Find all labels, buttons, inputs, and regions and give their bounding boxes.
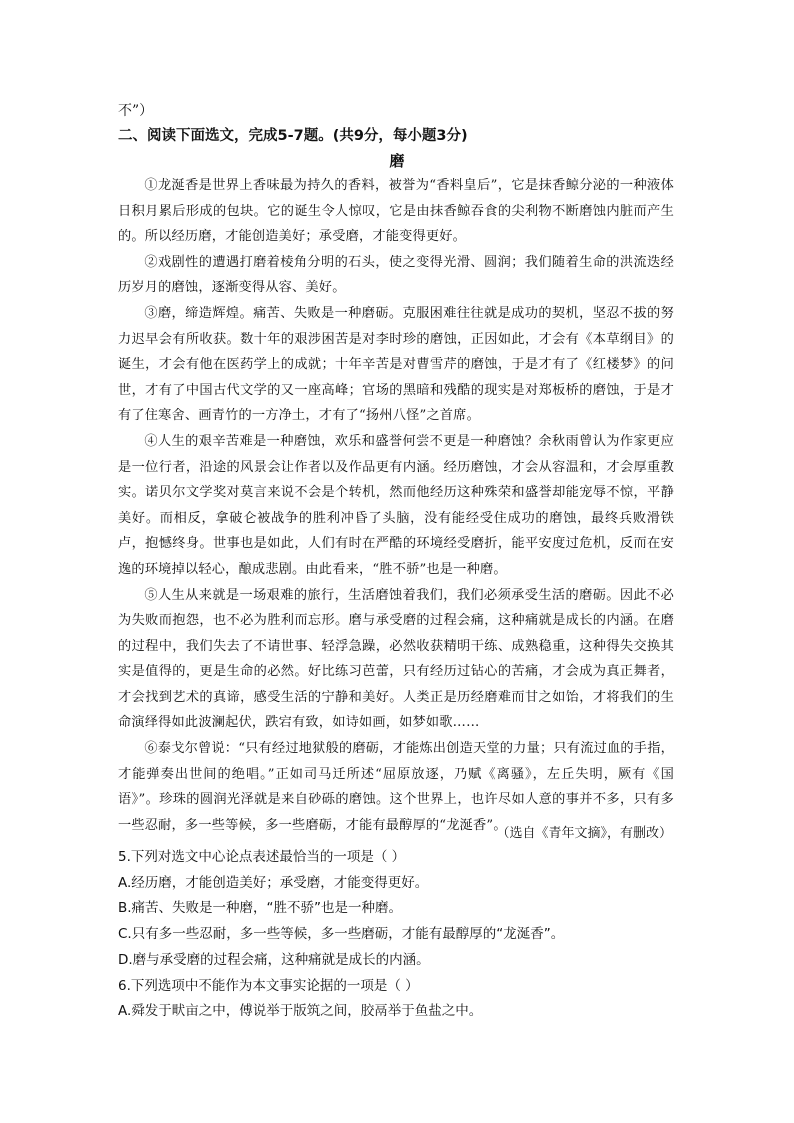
article-paragraph: ④人生的艰辛苦难是一种磨蚀，欢乐和盛誉何尝不更是一种磨蚀？余秋雨曾认为作家更应是一位行者，沿途的风景会让作者以及作品更有内涵。经历磨蚀，才会从容温和，才会厚重教实。诺贝尔文学奖对莫言来说不会是个转机，然而他经历这种殊荣和盛誉却能宠辱不惊，平静美好。而相反，拿破仑被战争的胜利冲昏了头脑，没有能经受住成功的磨蚀，最终兵败滑铁卢，抱憾终身。世事也是如此，人们有时在严酷的环境经受磨折，能平安度过危机，反而在安逸的环境掉以轻心，酿成悲剧。由此看来，“胜不骄”也是一种磨。 — [118, 433, 674, 577]
article-paragraph: ③磨，缔造辉煌。痛苦、失败是一种磨砺。克服困难往往就是成功的契机，坚忍不拔的努力迟早会有所收获。数十年的艰涉困苦是对李时珍的磨蚀，正因如此，才会有《本草纲目》的诞生，才会有他在医药学上的成就；十年辛苦是对曹雪芹的磨蚀，于是才有了《红楼梦》的问世，才有了中国古代文学的又一座高峰；官场的黑暗和残酷的现实是对郑板桥的磨蚀，于是才有了住寒舍、画青竹的一方净土，才有了“扬州八怪”之首席。 — [118, 305, 674, 424]
question-option: B.痛苦、失败是一种磨，“胜不骄”也是一种磨。 — [118, 900, 403, 917]
question-option: D.磨与承受磨的过程会痛，这种痛就是成长的内涵。 — [118, 951, 430, 968]
article-body — [118, 173, 674, 838]
question-option: C.只有多一些忍耐，多一些等候，多一些磨砺，才能有最醇厚的“龙涎香”。 — [118, 926, 565, 943]
article-paragraph: ⑤人生从来就是一场艰难的旅行，生活磨蚀着我们，我们必须承受生活的磨砺。因此不必为失败而抱怨，也不必为胜利而忘形。磨与承受磨的过程会痛，这种痛就是成长的内涵。在磨的过程中，我们失去了不请世事、轻浮急躁，必然收获精明干练、成熟稳重，这种得失交换其实是值得的，更是生命的必然。好比练习芭蕾，只有经历过钻心的苦痛，才会成为真正舞者，才会找到艺术的真谛，感受生活的宁静和美好。人类正是历经磨难而甘之如饴，才将我们的生命演绎得如此波澜起伏，跌宕有致，如诗如画，如梦如歌…… — [118, 587, 674, 731]
article-source: （选自《青年文摘》，有删改） — [496, 826, 672, 841]
question-stem: 6.下列选项中不能作为本文事实论据的一项是（ ） — [118, 977, 419, 994]
article-paragraph: ②戏剧性的遭遇打磨着棱角分明的石头，使之变得光滑、圆润；我们随着生命的洪流迭经历岁月的磨蚀，逐渐变得从容、美好。 — [118, 254, 674, 296]
article-title: 磨 — [389, 152, 405, 170]
section-heading: 二、阅读下面选文，完成5-7题。(共9分，每小题3分) — [118, 128, 468, 144]
article-paragraph: ①龙涎香是世界上香味最为持久的香料，被誉为“香料皇后”，它是抹香鲸分泌的一种液体日积月累后形成的包块。它的诞生令人惊叹，它是由抹香鲸吞食的尖利物不断磨蚀内脏而产生的。所以经历磨，才能创造美好；承受磨，才能变得更好。 — [118, 178, 674, 245]
question-list — [118, 845, 678, 1025]
article-paragraph: ⑥泰戈尔曾说：“只有经过地狱般的磨砺，才能炼出创造天堂的力量；只有流过血的手指，才能弹奏出世间的绝唱。”正如司马迁所述“屈原放逐，乃赋《离骚》，左丘失明，厥有《国语》”。珍珠的圆润光泽就是来自砂砾的磨蚀。这个世界上，也许尽如人意的事并不多，只有多一些忍耐，多一些等候，多一些磨砺，才能有最醇厚的“龙涎香”。 — [118, 741, 674, 833]
question-option: A.舜发于畎亩之中，傅说举于版筑之间，胶鬲举于鱼盐之中。 — [118, 1003, 483, 1020]
carry-over-text: 不”） — [118, 103, 154, 119]
question-option: A.经历磨，才能创造美好；承受磨，才能变得更好。 — [118, 874, 429, 891]
question-stem: 5.下列对选文中心论点表述最恰当的一项是（ ） — [118, 849, 406, 865]
